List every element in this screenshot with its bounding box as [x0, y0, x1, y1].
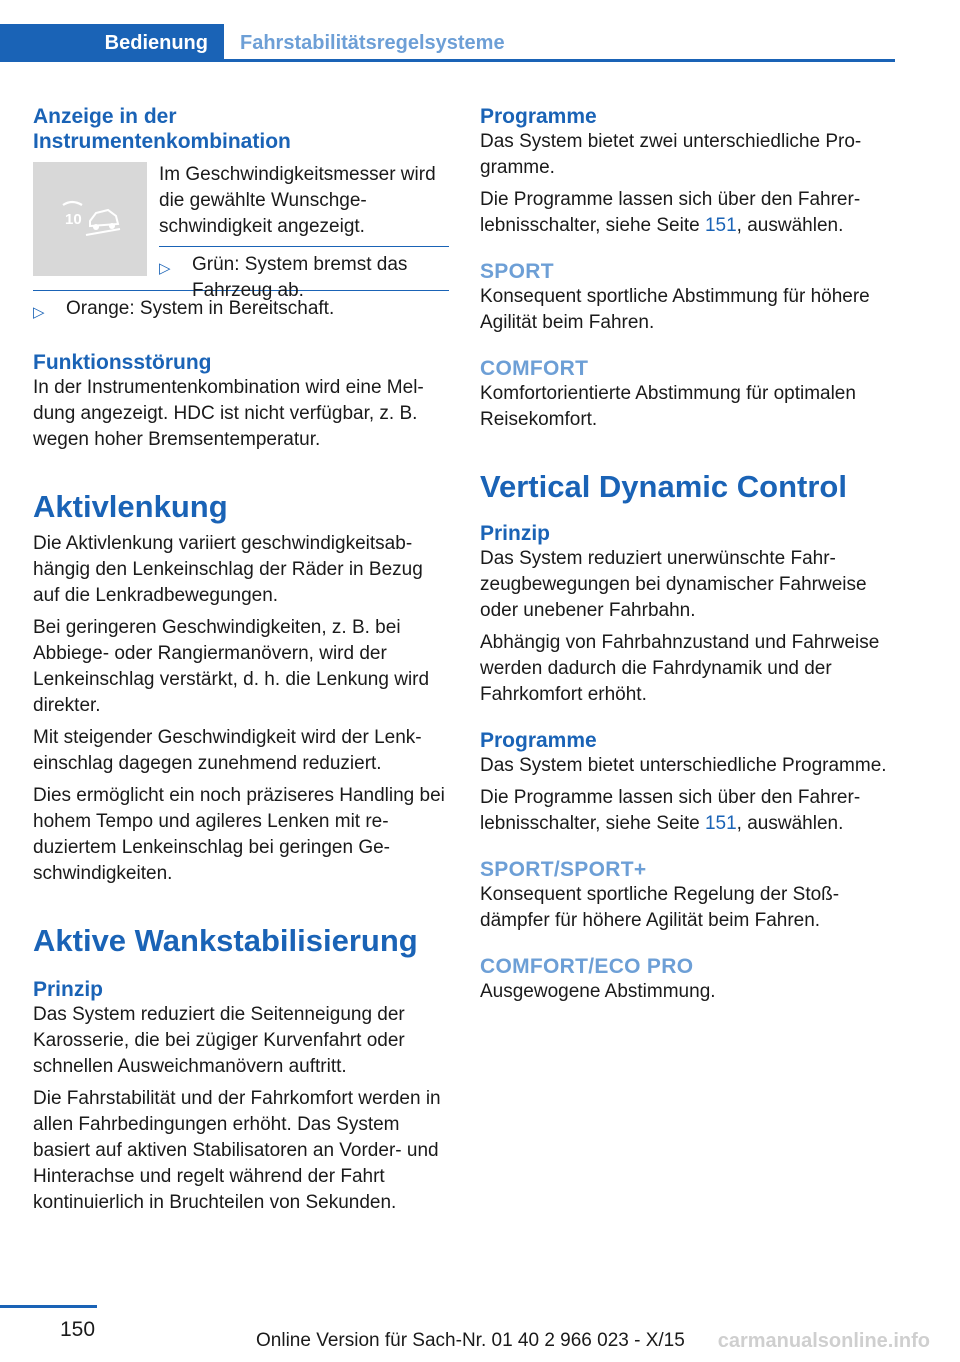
sport-plus-text: Konsequent sportliche Regelung der Stoßdämpfer für höhere Agilität beim Fahren.: [480, 884, 840, 931]
programme-p2-end: , auswählen.: [736, 215, 844, 236]
funktionsstoerung-text: In der Instrumentenkombination wird eine Meldung angezeigt. HDC ist nicht verfügbar, z. B. wegen hoher Bremsentemperatur.: [33, 377, 424, 450]
figure-caption: [159, 162, 449, 304]
page-151-link-2[interactable]: 151: [704, 813, 737, 834]
comfort-eco-text: Ausgewogene Abstimmung.: [480, 981, 716, 1002]
bullet-divider: [159, 246, 449, 247]
aktivlenkung-p2: Bei geringeren Geschwindigkeiten, z. B. bei Abbiege- oder Rangiermanövern, wird der Lenkeinschlag verstärkt, d. h. die Lenkung wird direkter.: [33, 617, 430, 716]
programme-p1: Das System bietet zwei unterschiedliche Programme.: [480, 131, 862, 178]
wank-p1: Das System reduziert die Seitenneigung der Karosserie, die bei zügiger Kurvenfahrt oder schnellen Ausweichmanövern auftritt.: [33, 1004, 405, 1077]
sport-plus-heading: SPORT/SPORT+: [480, 858, 647, 881]
vdc-p2: Abhängig von Fahrbahnzustand und Fahrweise werden dadurch die Fahrdynamik und der Fahrkomfort erhöht.: [480, 632, 880, 705]
sport-text: Konsequent sportliche Abstimmung für höhere Agilität beim Fahren.: [480, 286, 870, 333]
hdc-speed-text: 10: [65, 211, 82, 228]
prinzip-heading-right: Prinzip: [480, 522, 551, 545]
programme2-p1: Das System bietet unterschiedliche Programme.: [480, 755, 887, 776]
aktivlenkung-p3: Mit steigender Geschwindigkeit wird der Lenkeinschlag dagegen zunehmend reduziert.: [33, 727, 422, 774]
wank-p2: Die Fahrstabilität und der Fahrkomfort werden in allen Fahrbedingungen erhöht. Das System basiert auf aktiven Stabilisatoren an Vorder- und Hinterachse und regelt während der Fahrt kontinuierlich in Bruchteilen von Sekunden.: [33, 1088, 441, 1213]
tab-fahrstabilitaet[interactable]: Fahrstabilitätsregelsysteme: [240, 32, 505, 54]
page-number: 150: [60, 1318, 96, 1341]
watermark: carmanualsonline.info: [717, 1330, 930, 1352]
bullet-triangle-icon: ▷: [33, 304, 45, 321]
aktivlenkung-p4: Dies ermöglicht ein noch präziseres Handling bei hohem Tempo und agileres Lenken mit reduziertem Lenkeinschlag bei geringen Geschwindigkeiten.: [33, 785, 445, 884]
left-column: [33, 104, 449, 1222]
funktionsstoerung-heading: Funktionsstörung: [33, 351, 212, 374]
footer-rule: [0, 1305, 97, 1308]
programme-p2: [480, 187, 896, 239]
comfort-eco-heading: COMFORT/ECO PRO: [480, 955, 694, 978]
hdc-indicator-figure: [33, 162, 147, 276]
tab-bedienung[interactable]: Bedienung: [0, 24, 224, 62]
right-column: [480, 104, 896, 1011]
bullet-gruen-text: Grün: System bremst das Fahrzeug ab.: [192, 254, 408, 301]
bullet-orange: [33, 296, 449, 322]
header-tabbar: [0, 24, 895, 62]
online-version-note: Online Version für Sach-Nr. 01 40 2 966 023 - X/15: [256, 1330, 685, 1351]
programme2-p2-end: , auswählen.: [736, 813, 844, 834]
anzeige-heading: [33, 104, 449, 154]
programme2-heading: Programme: [480, 729, 597, 752]
comfort-heading: COMFORT: [480, 357, 589, 380]
programme-heading: Programme: [480, 105, 597, 128]
anzeige-heading-line1: Anzeige in der: [33, 105, 177, 128]
vdc-p1: Das System reduziert unerwünschte Fahrzeugbewegungen bei dynamischer Fahrweise oder unebener Fahrbahn.: [480, 548, 867, 621]
aktivlenkung-heading: Aktivlenkung: [33, 489, 228, 524]
anzeige-heading-line2: Instrumentenkombination: [33, 130, 291, 153]
figure-row: [33, 162, 449, 301]
wankstabilisierung-heading: Aktive Wankstabilisierung: [33, 923, 418, 958]
bullet-orange-text: Orange: System in Bereitschaft.: [66, 298, 335, 319]
programme-p2-text: Die Programme lassen sich über den Fahrerlebnisschalter, siehe Seite: [480, 189, 861, 236]
aktivlenkung-p1: Die Aktivlenkung variiert geschwindigkeitsabhängig den Lenkeinschlag der Räder in Bezug auf die Lenkradbewegungen.: [33, 533, 423, 606]
vdc-heading: Vertical Dynamic Control: [480, 469, 847, 504]
programme2-p2: [480, 785, 896, 837]
prinzip-heading-left: Prinzip: [33, 978, 104, 1001]
header-rule: [0, 59, 895, 62]
bullet-triangle-icon: ▷: [159, 260, 171, 277]
programme2-p2-text: Die Programme lassen sich über den Fahrerlebnisschalter, siehe Seite: [480, 787, 861, 834]
hdc-car-icon: [60, 199, 122, 239]
figure-caption-text: Im Geschwindigkeitsmesser wird die gewählte Wunschgeschwindigkeit angezeigt.: [159, 164, 436, 237]
page-151-link[interactable]: 151: [704, 215, 737, 236]
sport-heading: SPORT: [480, 260, 554, 283]
comfort-text: Komfortorientierte Abstimmung für optimalen Reisekomfort.: [480, 383, 856, 430]
